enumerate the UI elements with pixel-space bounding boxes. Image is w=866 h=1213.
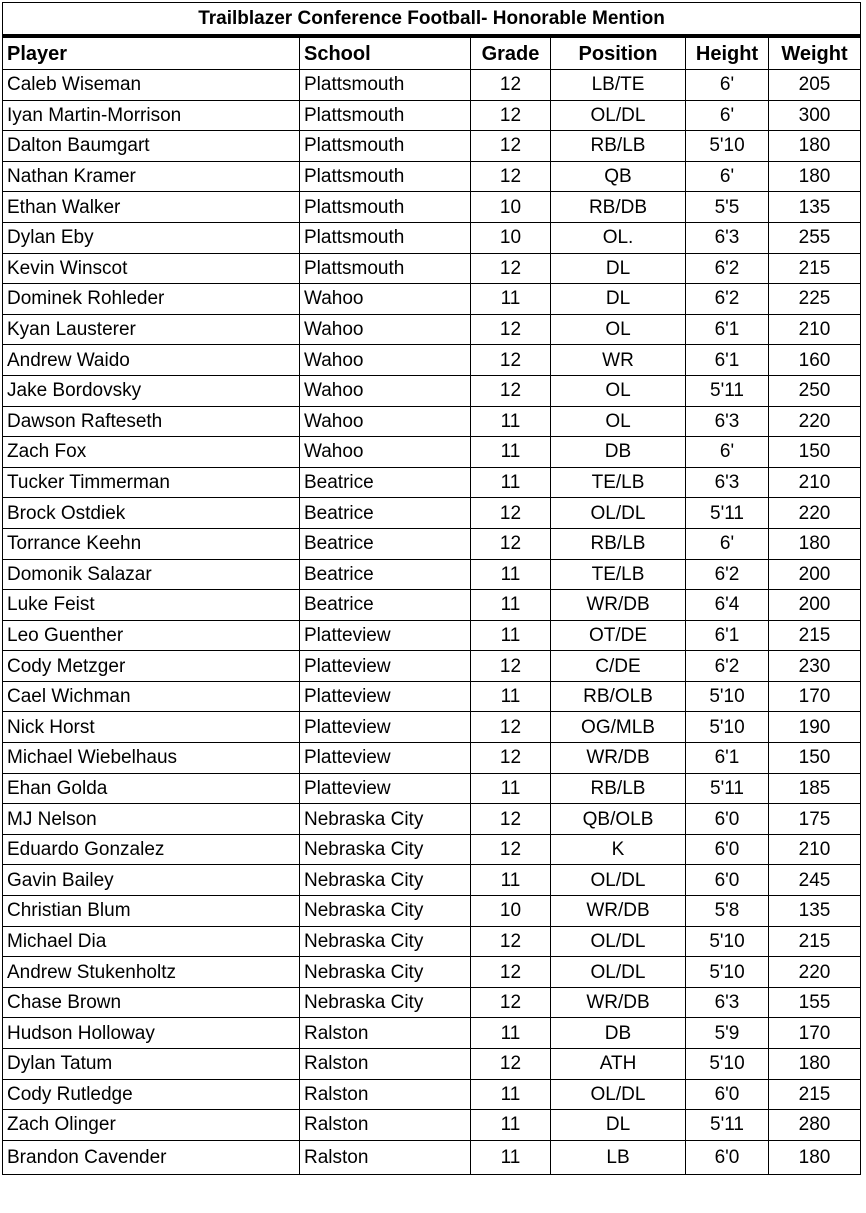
cell-grade: 12	[471, 651, 551, 682]
cell-school: Wahoo	[300, 375, 471, 406]
cell-position: RB/LB	[551, 528, 686, 559]
title-row	[3, 3, 861, 37]
cell-height: 6'1	[686, 743, 769, 774]
cell-grade: 12	[471, 161, 551, 192]
cell-player: Dylan Eby	[3, 222, 300, 253]
cell-position: DL	[551, 1110, 686, 1141]
cell-grade: 12	[471, 314, 551, 345]
table-row	[3, 100, 861, 131]
cell-grade: 11	[471, 865, 551, 896]
cell-weight: 170	[769, 681, 861, 712]
cell-weight: 220	[769, 498, 861, 529]
cell-position: DB	[551, 1018, 686, 1049]
cell-school: Ralston	[300, 1018, 471, 1049]
cell-player: Hudson Holloway	[3, 1018, 300, 1049]
table-row	[3, 161, 861, 192]
cell-player: Brandon Cavender	[3, 1140, 300, 1174]
cell-weight: 135	[769, 192, 861, 223]
cell-school: Platteview	[300, 651, 471, 682]
cell-weight: 210	[769, 467, 861, 498]
cell-school: Plattsmouth	[300, 70, 471, 101]
cell-height: 6'1	[686, 314, 769, 345]
cell-height: 5'9	[686, 1018, 769, 1049]
cell-height: 6'4	[686, 590, 769, 621]
cell-grade: 12	[471, 926, 551, 957]
cell-school: Plattsmouth	[300, 192, 471, 223]
cell-grade: 11	[471, 1079, 551, 1110]
cell-position: OL/DL	[551, 498, 686, 529]
cell-weight: 280	[769, 1110, 861, 1141]
table-row	[3, 222, 861, 253]
table-row	[3, 620, 861, 651]
cell-position: TE/LB	[551, 559, 686, 590]
cell-grade: 12	[471, 528, 551, 559]
table-row	[3, 681, 861, 712]
cell-school: Plattsmouth	[300, 222, 471, 253]
cell-school: Wahoo	[300, 345, 471, 376]
cell-position: OL/DL	[551, 957, 686, 988]
cell-school: Beatrice	[300, 467, 471, 498]
cell-height: 6'	[686, 70, 769, 101]
table-row	[3, 865, 861, 896]
cell-school: Ralston	[300, 1049, 471, 1080]
cell-position: WR/DB	[551, 987, 686, 1018]
cell-weight: 200	[769, 590, 861, 621]
cell-grade: 12	[471, 1049, 551, 1080]
cell-height: 5'11	[686, 498, 769, 529]
cell-height: 5'8	[686, 896, 769, 927]
header-grade: Grade	[471, 36, 551, 70]
table-row	[3, 773, 861, 804]
cell-player: Kevin Winscot	[3, 253, 300, 284]
cell-grade: 11	[471, 620, 551, 651]
cell-player: Dylan Tatum	[3, 1049, 300, 1080]
cell-grade: 11	[471, 681, 551, 712]
cell-position: OL	[551, 406, 686, 437]
cell-school: Ralston	[300, 1140, 471, 1174]
cell-grade: 12	[471, 253, 551, 284]
cell-position: OL.	[551, 222, 686, 253]
cell-weight: 250	[769, 375, 861, 406]
table-row	[3, 1049, 861, 1080]
cell-grade: 11	[471, 1110, 551, 1141]
cell-height: 5'11	[686, 1110, 769, 1141]
table-row	[3, 1018, 861, 1049]
cell-player: Cael Wichman	[3, 681, 300, 712]
table-row	[3, 498, 861, 529]
cell-weight: 255	[769, 222, 861, 253]
table-row	[3, 651, 861, 682]
cell-position: DB	[551, 437, 686, 468]
cell-player: Dominek Rohleder	[3, 284, 300, 315]
cell-grade: 12	[471, 345, 551, 376]
cell-school: Wahoo	[300, 314, 471, 345]
cell-height: 5'10	[686, 681, 769, 712]
cell-player: Zach Fox	[3, 437, 300, 468]
cell-player: Dawson Rafteseth	[3, 406, 300, 437]
table-row	[3, 467, 861, 498]
cell-player: Michael Wiebelhaus	[3, 743, 300, 774]
cell-weight: 150	[769, 743, 861, 774]
table-row	[3, 375, 861, 406]
cell-position: RB/DB	[551, 192, 686, 223]
cell-grade: 12	[471, 131, 551, 162]
cell-school: Ralston	[300, 1079, 471, 1110]
cell-position: RB/LB	[551, 131, 686, 162]
cell-position: WR/DB	[551, 896, 686, 927]
cell-school: Nebraska City	[300, 987, 471, 1018]
cell-position: K	[551, 834, 686, 865]
cell-player: Andrew Waido	[3, 345, 300, 376]
cell-weight: 180	[769, 528, 861, 559]
cell-position: OG/MLB	[551, 712, 686, 743]
cell-position: OL/DL	[551, 100, 686, 131]
cell-school: Beatrice	[300, 559, 471, 590]
table-row	[3, 528, 861, 559]
cell-grade: 11	[471, 284, 551, 315]
cell-school: Platteview	[300, 681, 471, 712]
cell-height: 6'3	[686, 467, 769, 498]
cell-position: ATH	[551, 1049, 686, 1080]
cell-height: 6'2	[686, 284, 769, 315]
cell-grade: 12	[471, 375, 551, 406]
cell-player: Kyan Lausterer	[3, 314, 300, 345]
cell-school: Ralston	[300, 1110, 471, 1141]
cell-height: 6'	[686, 100, 769, 131]
cell-weight: 180	[769, 1140, 861, 1174]
cell-height: 5'10	[686, 957, 769, 988]
cell-height: 6'	[686, 161, 769, 192]
cell-school: Nebraska City	[300, 865, 471, 896]
cell-player: Nick Horst	[3, 712, 300, 743]
cell-height: 6'3	[686, 987, 769, 1018]
cell-grade: 12	[471, 498, 551, 529]
cell-height: 6'0	[686, 865, 769, 896]
table-row	[3, 957, 861, 988]
cell-grade: 11	[471, 773, 551, 804]
cell-position: OL/DL	[551, 1079, 686, 1110]
cell-weight: 245	[769, 865, 861, 896]
cell-position: QB/OLB	[551, 804, 686, 835]
cell-weight: 220	[769, 957, 861, 988]
cell-player: Cody Metzger	[3, 651, 300, 682]
cell-weight: 215	[769, 926, 861, 957]
cell-height: 5'5	[686, 192, 769, 223]
cell-grade: 11	[471, 437, 551, 468]
cell-school: Platteview	[300, 712, 471, 743]
cell-height: 5'10	[686, 926, 769, 957]
cell-weight: 160	[769, 345, 861, 376]
cell-weight: 300	[769, 100, 861, 131]
cell-position: OL	[551, 314, 686, 345]
cell-player: Cody Rutledge	[3, 1079, 300, 1110]
cell-grade: 11	[471, 1140, 551, 1174]
header-height: Height	[686, 36, 769, 70]
cell-height: 6'0	[686, 1140, 769, 1174]
cell-weight: 200	[769, 559, 861, 590]
cell-school: Nebraska City	[300, 957, 471, 988]
cell-height: 6'	[686, 528, 769, 559]
cell-weight: 190	[769, 712, 861, 743]
cell-player: Tucker Timmerman	[3, 467, 300, 498]
honorable-mention-sheet	[2, 2, 860, 1175]
cell-grade: 12	[471, 743, 551, 774]
cell-player: Brock Ostdiek	[3, 498, 300, 529]
table-row	[3, 345, 861, 376]
cell-player: Gavin Bailey	[3, 865, 300, 896]
header-school: School	[300, 36, 471, 70]
cell-player: Luke Feist	[3, 590, 300, 621]
table-row	[3, 926, 861, 957]
cell-grade: 10	[471, 222, 551, 253]
cell-height: 6'3	[686, 222, 769, 253]
cell-school: Nebraska City	[300, 834, 471, 865]
cell-player: Domonik Salazar	[3, 559, 300, 590]
roster-table	[2, 2, 861, 1175]
table-row	[3, 284, 861, 315]
cell-height: 6'2	[686, 253, 769, 284]
cell-grade: 11	[471, 590, 551, 621]
table-row	[3, 406, 861, 437]
cell-school: Plattsmouth	[300, 161, 471, 192]
cell-height: 6'0	[686, 834, 769, 865]
roster-body	[3, 70, 861, 1175]
table-row	[3, 834, 861, 865]
table-row	[3, 712, 861, 743]
cell-height: 6'0	[686, 804, 769, 835]
cell-player: Caleb Wiseman	[3, 70, 300, 101]
cell-player: Ethan Walker	[3, 192, 300, 223]
cell-school: Platteview	[300, 620, 471, 651]
cell-school: Beatrice	[300, 590, 471, 621]
table-row	[3, 1110, 861, 1141]
cell-height: 6'2	[686, 559, 769, 590]
cell-position: WR/DB	[551, 590, 686, 621]
cell-weight: 220	[769, 406, 861, 437]
table-row	[3, 314, 861, 345]
cell-height: 5'10	[686, 131, 769, 162]
cell-weight: 215	[769, 1079, 861, 1110]
cell-height: 5'11	[686, 773, 769, 804]
cell-player: Jake Bordovsky	[3, 375, 300, 406]
table-row	[3, 437, 861, 468]
table-row	[3, 192, 861, 223]
cell-player: Ehan Golda	[3, 773, 300, 804]
cell-school: Beatrice	[300, 528, 471, 559]
cell-grade: 10	[471, 896, 551, 927]
cell-position: WR/DB	[551, 743, 686, 774]
cell-position: OL/DL	[551, 926, 686, 957]
cell-weight: 180	[769, 131, 861, 162]
table-row	[3, 1079, 861, 1110]
cell-weight: 150	[769, 437, 861, 468]
table-row	[3, 804, 861, 835]
cell-position: RB/OLB	[551, 681, 686, 712]
cell-weight: 215	[769, 620, 861, 651]
cell-weight: 180	[769, 1049, 861, 1080]
cell-weight: 180	[769, 161, 861, 192]
cell-position: WR	[551, 345, 686, 376]
cell-height: 6'	[686, 437, 769, 468]
cell-school: Nebraska City	[300, 926, 471, 957]
cell-grade: 11	[471, 467, 551, 498]
cell-school: Wahoo	[300, 406, 471, 437]
cell-weight: 155	[769, 987, 861, 1018]
cell-position: DL	[551, 284, 686, 315]
table-row	[3, 559, 861, 590]
header-player: Player	[3, 36, 300, 70]
cell-grade: 12	[471, 987, 551, 1018]
cell-weight: 175	[769, 804, 861, 835]
cell-player: Torrance Keehn	[3, 528, 300, 559]
header-row	[3, 36, 861, 70]
cell-weight: 185	[769, 773, 861, 804]
cell-height: 6'2	[686, 651, 769, 682]
cell-player: Eduardo Gonzalez	[3, 834, 300, 865]
cell-school: Platteview	[300, 743, 471, 774]
table-row	[3, 896, 861, 927]
table-row	[3, 743, 861, 774]
cell-weight: 225	[769, 284, 861, 315]
cell-school: Nebraska City	[300, 896, 471, 927]
cell-grade: 12	[471, 804, 551, 835]
cell-player: Leo Guenther	[3, 620, 300, 651]
cell-height: 5'10	[686, 1049, 769, 1080]
cell-height: 6'1	[686, 620, 769, 651]
cell-grade: 11	[471, 406, 551, 437]
cell-player: Chase Brown	[3, 987, 300, 1018]
cell-grade: 12	[471, 70, 551, 101]
cell-player: MJ Nelson	[3, 804, 300, 835]
cell-player: Andrew Stukenholtz	[3, 957, 300, 988]
cell-position: DL	[551, 253, 686, 284]
cell-position: C/DE	[551, 651, 686, 682]
cell-position: OT/DE	[551, 620, 686, 651]
cell-position: RB/LB	[551, 773, 686, 804]
table-row	[3, 70, 861, 101]
cell-height: 6'1	[686, 345, 769, 376]
table-title: Trailblazer Conference Football- Honorable Mention	[3, 3, 861, 37]
cell-weight: 215	[769, 253, 861, 284]
cell-position: OL	[551, 375, 686, 406]
cell-grade: 12	[471, 712, 551, 743]
cell-weight: 210	[769, 314, 861, 345]
cell-position: OL/DL	[551, 865, 686, 896]
cell-school: Plattsmouth	[300, 253, 471, 284]
cell-position: LB	[551, 1140, 686, 1174]
table-row	[3, 253, 861, 284]
cell-school: Nebraska City	[300, 804, 471, 835]
cell-grade: 12	[471, 957, 551, 988]
cell-school: Beatrice	[300, 498, 471, 529]
table-row	[3, 590, 861, 621]
cell-school: Wahoo	[300, 284, 471, 315]
cell-grade: 11	[471, 559, 551, 590]
cell-position: QB	[551, 161, 686, 192]
cell-school: Wahoo	[300, 437, 471, 468]
cell-player: Nathan Kramer	[3, 161, 300, 192]
cell-height: 5'11	[686, 375, 769, 406]
cell-position: TE/LB	[551, 467, 686, 498]
cell-grade: 10	[471, 192, 551, 223]
cell-height: 5'10	[686, 712, 769, 743]
cell-weight: 135	[769, 896, 861, 927]
cell-school: Plattsmouth	[300, 131, 471, 162]
cell-player: Iyan Martin-Morrison	[3, 100, 300, 131]
cell-weight: 205	[769, 70, 861, 101]
table-row	[3, 987, 861, 1018]
cell-height: 6'3	[686, 406, 769, 437]
cell-school: Platteview	[300, 773, 471, 804]
cell-grade: 12	[471, 100, 551, 131]
header-position: Position	[551, 36, 686, 70]
cell-weight: 170	[769, 1018, 861, 1049]
cell-player: Dalton Baumgart	[3, 131, 300, 162]
table-row	[3, 131, 861, 162]
cell-player: Zach Olinger	[3, 1110, 300, 1141]
cell-height: 6'0	[686, 1079, 769, 1110]
header-weight: Weight	[769, 36, 861, 70]
cell-school: Plattsmouth	[300, 100, 471, 131]
cell-weight: 210	[769, 834, 861, 865]
cell-weight: 230	[769, 651, 861, 682]
cell-player: Michael Dia	[3, 926, 300, 957]
cell-player: Christian Blum	[3, 896, 300, 927]
cell-grade: 12	[471, 834, 551, 865]
cell-grade: 11	[471, 1018, 551, 1049]
table-row	[3, 1140, 861, 1174]
cell-position: LB/TE	[551, 70, 686, 101]
